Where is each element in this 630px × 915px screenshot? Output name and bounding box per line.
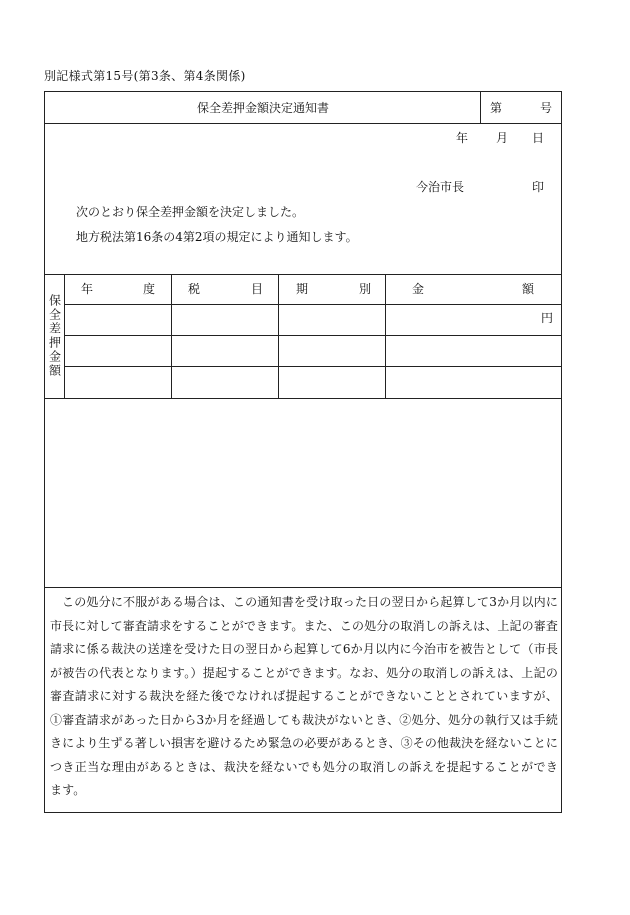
appeal-notice: この処分に不服がある場合は、この通知書を受け取った日の翌日から起算して3か月以内に市長に対して審査請求をすることができます。また、この処分の取消しの訴えは、上記の審査請求に係る裁決の送達を受けた日の翌日から起算して6か月以内に今治市を被告として（市長が被告の代表となります。）提起することができます。なお、処分の取消しの訴えは、上記の審査請求に対する裁決を経た後でなければ提起することができないこととされていますが、①審査請求があった日から3か月を経過しても裁決がないとき、②処分、処分の執行又は手続きにより生ずる著しい損害を避けるため緊急の必要があるとき、③その他裁決を経ないことにつき正当な理由があるときは、裁決を経ないでも処分の取消しの訴えを提起することができます。 — [50, 595, 558, 797]
notice-form — [44, 91, 562, 813]
date-year: 年 — [456, 131, 469, 145]
col-period-b: 別 — [359, 282, 372, 296]
number-prefix: 第 — [490, 101, 503, 115]
form-reference: 別記様式第15号(第3条、第4条関係) — [44, 69, 246, 83]
seal-mark: 印 — [532, 180, 545, 194]
table-col-divider-1 — [171, 274, 172, 398]
col-amount-a: 金 — [412, 282, 425, 296]
col-tax-a: 税 — [188, 282, 201, 296]
table-row-rule-2 — [64, 366, 561, 367]
col-year-a: 年 — [81, 282, 94, 296]
date-month: 月 — [496, 131, 509, 145]
table-row-rule-1 — [64, 335, 561, 336]
amount-unit: 円 — [541, 311, 554, 325]
table-col-divider-2 — [278, 274, 279, 398]
table-header-rule — [64, 304, 561, 305]
table-side-divider — [64, 274, 65, 398]
table-side-label: 保全差押金額 — [47, 294, 62, 378]
notice-top-rule — [45, 587, 561, 588]
header-rule — [45, 123, 561, 124]
header-divider — [480, 92, 481, 123]
table-bottom-rule — [45, 398, 561, 399]
date-day: 日 — [532, 131, 545, 145]
col-tax-b: 目 — [251, 282, 264, 296]
col-year-b: 度 — [143, 282, 156, 296]
col-period-a: 期 — [296, 282, 309, 296]
body-line-2: 地方税法第16条の4第2項の規定により通知します。 — [76, 230, 358, 244]
number-suffix: 号 — [540, 101, 553, 115]
document-title: 保全差押金額決定通知書 — [196, 101, 330, 115]
issuer-name: 今治市長 — [416, 180, 465, 194]
table-top-rule — [45, 274, 561, 275]
body-line-1: 次のとおり保全差押金額を決定しました。 — [76, 205, 305, 219]
col-amount-b: 額 — [522, 282, 535, 296]
table-col-divider-3 — [385, 274, 386, 398]
